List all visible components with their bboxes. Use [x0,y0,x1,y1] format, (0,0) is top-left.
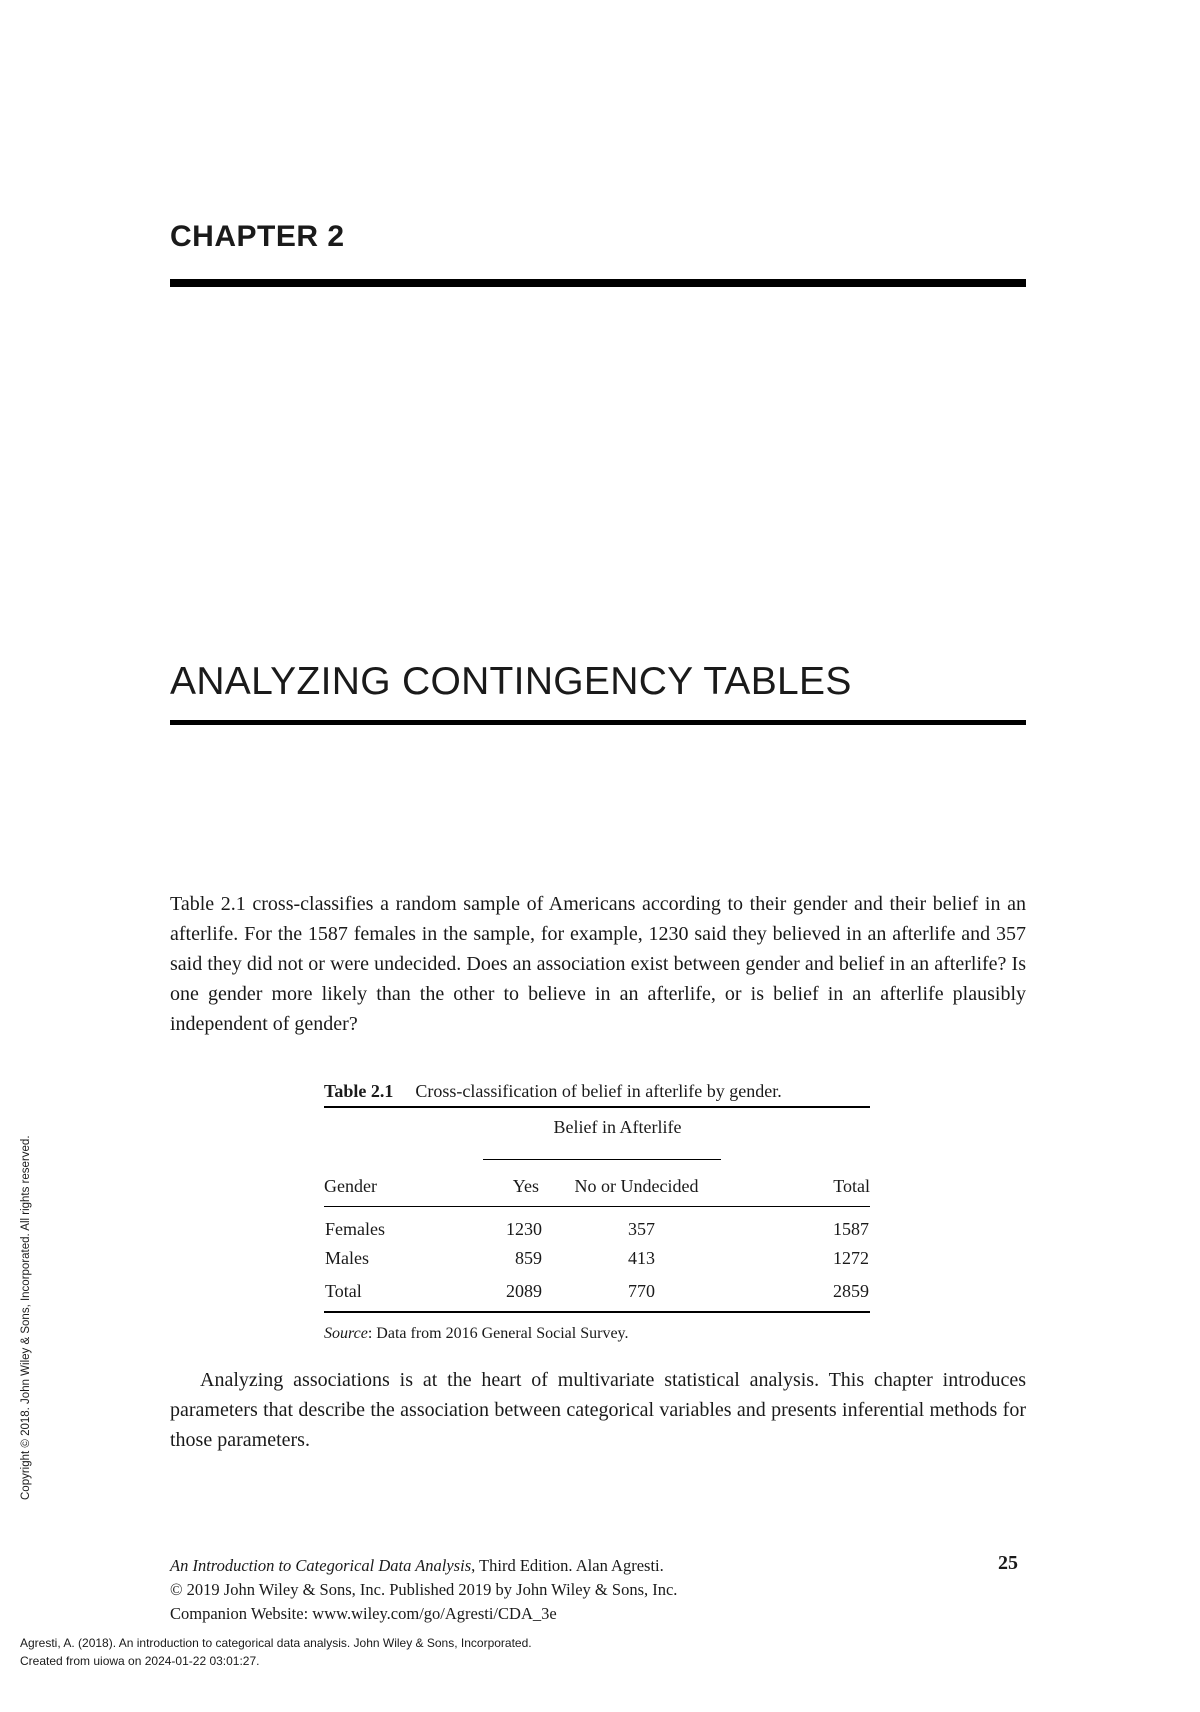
table-cell: 1272 [833,1248,869,1268]
table-cell: 357 [628,1219,655,1239]
table-header-row [324,1173,870,1200]
table-header-cell: Gender [324,1176,377,1196]
table-header-cell: Total [833,1176,870,1196]
table-group-header: Belief in Afterlife [553,1117,682,1137]
table-cell: 413 [628,1248,655,1268]
citation-block [20,1634,532,1670]
table-header-cell: No or Undecided [574,1176,699,1196]
table-header-rule [324,1206,870,1207]
footer-book-info [170,1554,677,1626]
side-copyright-notice: Copyright © 2018. John Wiley & Sons, Incorporated. All rights reserved. [20,1135,32,1500]
table-caption [324,1076,870,1106]
footer-website: Companion Website: www.wiley.com/go/Agresti/CDA_3e [170,1604,557,1623]
table-row [324,1215,870,1244]
created-line: Created from uiowa on 2024-01-22 03:01:27. [20,1654,260,1668]
table-cell: 859 [515,1248,542,1268]
table-caption-text: Cross-classification of belief in afterlife by gender. [415,1081,782,1101]
table-cell: 2859 [833,1280,869,1301]
table-block [324,1076,870,1343]
table-group-rule [483,1159,721,1160]
table-cell: 1230 [506,1219,542,1239]
table-cell: 770 [628,1280,655,1301]
intro-paragraph: Table 2.1 cross-classifies a random sample of Americans according to their gender and their belief in an afterlife. For the 1587 females in the sample, for example, 1230 said they believed in an afterlife and 357 said they did not or were undecided. Does an association exist between gender and belief in an afterlife? Is one gender more likely than the other to believe in an afterlife, or is belief in an afterlife plausibly independent of gender? [170,893,1026,1035]
footer-book-title: An Introduction to Categorical Data Analysis [170,1556,472,1575]
footer-title-line [170,1554,677,1578]
table-row [324,1244,870,1273]
citation-line: Agresti, A. (2018). An introduction to categorical data analysis. John Wiley & Sons, Incorporated. [20,1636,532,1650]
table-cell: 2089 [506,1280,542,1301]
chapter-rule [170,279,1026,287]
page-number: 25 [998,1552,1018,1574]
table-caption-number: Table 2.1 [324,1081,394,1101]
belief-table [324,1108,870,1200]
table-source [324,1325,870,1343]
table-header-cell: Yes [512,1176,539,1196]
footer-copyright: © 2019 John Wiley & Sons, Inc. Published 2019 by John Wiley & Sons, Inc. [170,1580,678,1599]
table-bottom-rule [324,1311,870,1313]
table-cell: Females [325,1219,385,1239]
belief-table-body [324,1215,870,1309]
closing-paragraph: Analyzing associations is at the heart of multivariate statistical analysis. This chapter introduces parameters that describe the association between categorical variables and presents inferential methods for those parameters. [170,1369,1026,1451]
chapter-title: ANALYZING CONTINGENCY TABLES [170,660,852,703]
table-group-header-row [324,1108,870,1146]
table-row [324,1273,870,1309]
table-cell: Total [325,1280,362,1301]
table-source-label: Source [324,1325,368,1342]
table-source-text: : Data from 2016 General Social Survey. [367,1325,629,1342]
chapter-label: CHAPTER 2 [170,220,345,253]
chapter-title-rule [170,720,1026,725]
footer-book-rest: , Third Edition. Alan Agresti. [471,1556,664,1575]
table-cell: 1587 [833,1219,869,1239]
table-cell: Males [325,1248,369,1268]
